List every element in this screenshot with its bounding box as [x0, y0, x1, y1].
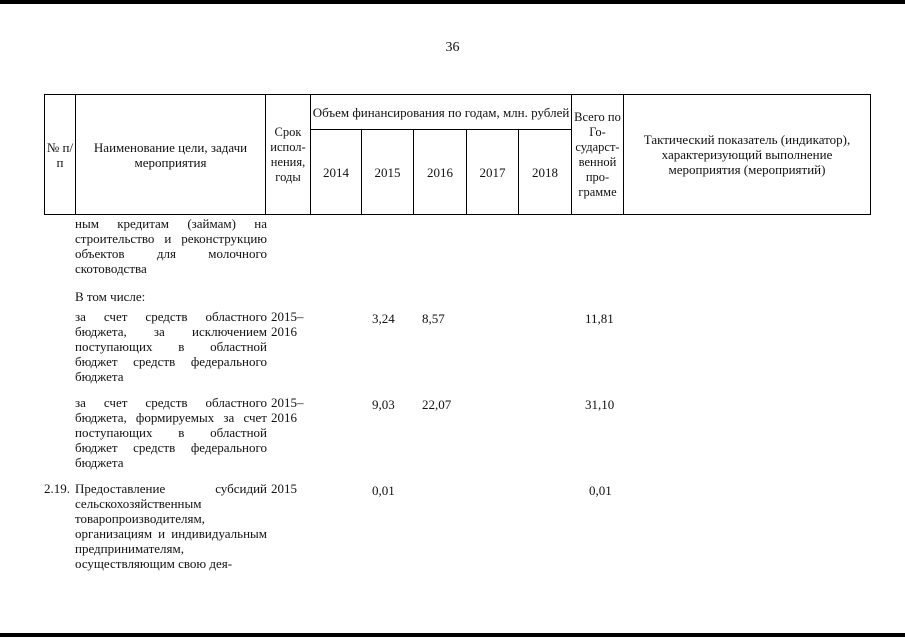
- row-3-name: Предоставление субсидий сельскохозяйственным товаропроизводителям, организациям и индивидуальным предпринимателям, осуществляющим свою дея-: [75, 481, 267, 571]
- row-3-num: 2.19.: [44, 481, 70, 496]
- continuation-text: ным кредитам (займам) на строительство и реконструкцию объектов для молочного скотоводства: [75, 216, 267, 276]
- row-1-2016: 8,57: [422, 311, 445, 326]
- row-2-name: за счет средств областного бюджета, формируемых за счет поступающих в областной бюджет средств федерального бюджета: [75, 395, 267, 470]
- page-number: 36: [445, 40, 460, 55]
- header-num: № п/п: [45, 95, 76, 215]
- row-3-term: 2015: [271, 481, 297, 496]
- header-indicator: Тактический показатель (индикатор), характеризующий выполнение мероприятия (мероприятий): [624, 95, 871, 215]
- header-term: Срок испол-нения, годы: [266, 95, 311, 215]
- header-year-2016: 2016: [414, 130, 467, 215]
- top-border-line: [0, 0, 905, 4]
- table-header: [44, 94, 871, 215]
- row-3-total: 0,01: [589, 483, 612, 498]
- row-1-term: 2015– 2016: [271, 309, 304, 339]
- bottom-border-line: [0, 633, 905, 637]
- header-funding: Объем финансирования по годам, млн. рублей: [311, 95, 572, 130]
- header-total: Всего по Го-сударст-венной про-грамме: [572, 95, 624, 215]
- row-1-name: за счет средств областного бюджета, за исключением поступающих в областной бюджет средств федерального бюджета: [75, 309, 267, 384]
- header-year-2014: 2014: [311, 130, 362, 215]
- row-2-total: 31,10: [585, 397, 615, 412]
- header-year-2018: 2018: [519, 130, 572, 215]
- row-1-total: 11,81: [585, 311, 614, 326]
- header-year-2017: 2017: [467, 130, 519, 215]
- header-year-2015: 2015: [362, 130, 414, 215]
- header-name: Наименование цели, задачи мероприятия: [76, 95, 266, 215]
- row-2-2016: 22,07: [422, 397, 452, 412]
- row-1-2015: 3,24: [372, 311, 395, 326]
- including-label: В том числе:: [75, 289, 146, 304]
- row-2-term: 2015– 2016: [271, 395, 304, 425]
- row-2-2015: 9,03: [372, 397, 395, 412]
- row-3-2015: 0,01: [372, 483, 395, 498]
